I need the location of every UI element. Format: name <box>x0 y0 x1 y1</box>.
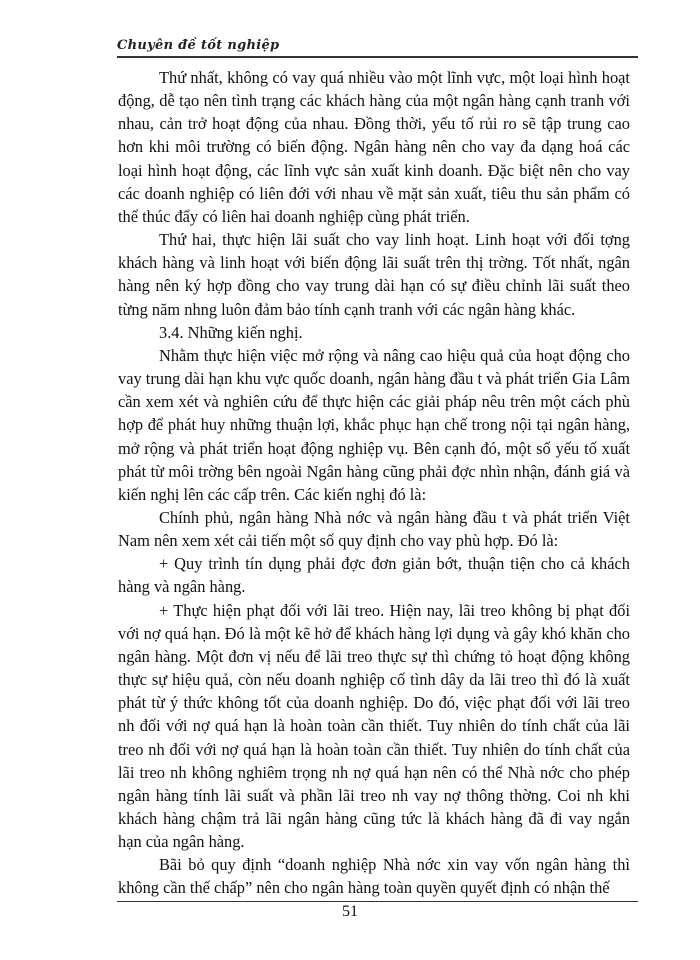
document-header-title: Chuyên đề tốt nghiệp <box>117 38 280 53</box>
page-number: 51 <box>342 903 358 920</box>
paragraph-recommendations-intro: Nhằm thực hiện việc mở rộng và nâng cao hiệu quả của hoạt động cho vay trung dài hạn khu vực quốc doanh, ngân hàng đầu t và phát triển Gia Lâm cần xem xét và nghiên cứu để thực hiện các giải pháp nêu trên một cách phù hợp để phát huy những thuận lợi, khắc phục hạn chế trong nội tại ngân hàng, mở rộng và phát triển hoạt động nghiệp vụ. Bên cạnh đó, một số yếu tố xuất phát từ môi trờng bên ngoài Ngân hàng cũng phải đợc nhìn nhận, đánh giá và kiến nghị lên các cấp trên. Các kiến nghị đó là: <box>118 345 630 504</box>
paragraph-overdue-interest-penalty: + Thực hiện phạt đối với lãi treo. Hiện nay, lãi treo không bị phạt đối với nợ quá hạn. Đó là một kẽ hở để khách hàng lợi dụng và gây khó khăn cho ngân hàng. Một đơn vị nếu để lãi treo thực sự thì chứng tỏ hoạt động không thực sự hiệu quả, còn nếu doanh nghiệp cố tình dây da lãi treo thì đó là xuất phát từ ý thức không tốt của doanh nghiệp. Do đó, việc phạt đối với lãi treo nh đối với nợ quá hạn là hoàn toàn cần thiết. Tuy nhiên do tính chất của lãi treo nh đối với nợ quá hạn là hoàn toàn cần thiết. Tuy nhiên do tính chất của lãi treo nh không nghiêm trọng nh nợ quá hạn nên có thể Nhà nớc cho phép ngân hàng tính lãi suất và phần lãi treo nh vay nợ thông thờng. Coi nh khi khách hàng chậm trả lãi ngân hàng cũng tức là khách hàng đã đi vay ngắn hạn của ngân hàng. <box>118 600 630 852</box>
document-body <box>118 66 630 900</box>
paragraph-government-recommendation: Chính phủ, ngân hàng Nhà nớc và ngân hàng đầu t và phát triển Việt Nam nên xem xét cải tiến một số quy định cho vay phù hợp. Đó là: <box>118 507 630 551</box>
header-divider <box>117 56 638 58</box>
paragraph-second-point: Thứ hai, thực hiện lãi suất cho vay linh hoạt. Linh hoạt với đối tợng khách hàng và linh hoạt với biến động lãi suất trên thị trờng. Tốt nhất, ngân hàng nên ký hợp đồng cho vay trung dài hạn có sự điều chỉnh lãi suất theo từng năm nhng luôn đảm bảo tính cạnh tranh với các ngân hàng khác. <box>118 230 630 319</box>
paragraph-collateral-regulation: Bãi bỏ quy định “doanh nghiệp Nhà nớc xin vay vốn ngân hàng thì không cần thế chấp” nên cho ngân hàng toàn quyền quyết định có nhận thế <box>118 855 630 898</box>
footer-divider <box>117 901 638 902</box>
paragraph-first-point: Thứ nhất, không có vay quá nhiều vào một lĩnh vực, một loại hình hoạt động, dễ tạo nên tình trạng các khách hàng của một ngân hàng cạnh tranh với nhau, cản trở hoạt động của nhau. Đồng thời, yếu tố rủi ro sẽ tập trung cao hơn khi môi trường có biến động. Ngân hàng nên cho vay đa dạng hoá các loại hình hoạt động, các lĩnh vực sản xuất kinh doanh. Đặc biệt nên cho vay các doanh nghiệp có liên đới với nhau về mặt sản xuất, tiêu thu sản phẩm có thể thúc đẩy có liên hai doanh nghiệp cùng phát triển. <box>118 68 630 226</box>
paragraph-credit-procedure: + Quy trình tín dụng phải đợc đơn giản bớt, thuận tiện cho cả khách hàng và ngân hàng. <box>118 554 630 597</box>
section-heading-recommendations: 3.4. Những kiến nghị. <box>159 322 303 342</box>
